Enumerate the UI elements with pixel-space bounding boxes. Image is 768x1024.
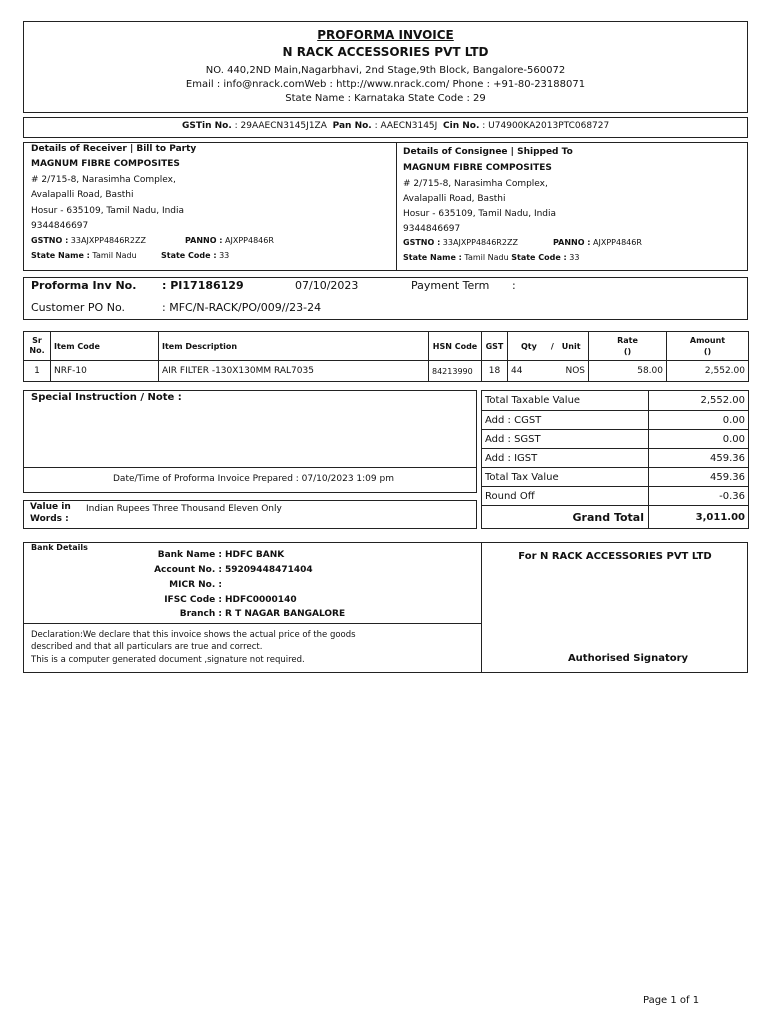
row-sr: 1 xyxy=(24,361,51,382)
col-rate xyxy=(589,332,667,361)
col-slash: / xyxy=(550,341,554,351)
receiver-panno xyxy=(185,236,274,245)
igst-label: Add : IGST xyxy=(482,449,649,468)
customer-po-label: Customer PO No. xyxy=(31,301,125,314)
receiver-state-value: Tamil Nadu xyxy=(89,251,137,260)
consignee-address-1: # 2/715-8, Narasimha Complex, xyxy=(403,179,548,189)
tax-id-line xyxy=(182,121,609,131)
gstin-label: GSTin No. xyxy=(182,121,232,131)
consignee-panno-value: AJXPP4846R xyxy=(590,238,642,247)
for-company: For N RACK ACCESSORIES PVT LTD xyxy=(518,551,712,562)
consignee-address-3: Hosur - 635109, Tamil Nadu, India xyxy=(403,209,557,219)
sgst-value: 0.00 xyxy=(649,430,749,449)
cin-value: : U74900KA2013PTC068727 xyxy=(479,121,610,131)
company-address: NO. 440,2ND Main,Nagarbhavi, 2nd Stage,9th Block, Bangalore-560072 xyxy=(205,65,566,76)
consignee-statecode-value: 33 xyxy=(566,253,580,262)
declaration-line-2: described and that all particulars are true and correct. xyxy=(31,642,263,652)
round-off-label: Round Off xyxy=(482,487,649,506)
receiver-address-1: # 2/715-8, Narasimha Complex, xyxy=(31,175,176,185)
totals-row xyxy=(482,449,749,468)
consignee-state-label: State Name : xyxy=(403,253,462,262)
total-taxable-label: Total Taxable Value xyxy=(482,391,649,411)
customer-po-number: : MFC/N-RACK/PO/009//23-24 xyxy=(162,301,322,314)
col-hsn: HSN Code xyxy=(429,332,482,361)
bank-name-value: HDFC BANK xyxy=(225,550,285,560)
col-qty-unit xyxy=(508,332,589,361)
cgst-label: Add : CGST xyxy=(482,411,649,430)
row-description: AIR FILTER -130X130MM RAL7035 xyxy=(159,361,429,382)
document-title: PROFORMA INVOICE xyxy=(317,28,454,42)
row-qty: 44 xyxy=(511,366,523,376)
consignee-gstno xyxy=(403,238,518,247)
receiver-panno-value: AJXPP4846R xyxy=(222,236,274,245)
receiver-gstno-value: 33AJXPP4846R2ZZ xyxy=(68,236,146,245)
items-header-row xyxy=(24,332,749,361)
totals-row xyxy=(482,411,749,430)
totals-row xyxy=(482,391,749,411)
payment-term-colon: : xyxy=(512,279,516,292)
ifsc-value: HDFC0000140 xyxy=(225,595,297,605)
receiver-heading: Details of Receiver | Bill to Party xyxy=(31,144,197,154)
receiver-address-2: Avalapalli Road, Basthi xyxy=(31,190,134,200)
grand-total-value: 3,011.00 xyxy=(649,506,749,529)
receiver-name: MAGNUM FIBRE COMPOSITES xyxy=(31,159,180,169)
receiver-gstno xyxy=(31,236,146,245)
totals-table xyxy=(481,390,749,529)
page-number: Page 1 of 1 xyxy=(643,995,700,1006)
bank-name-label: Bank Name : xyxy=(157,550,222,560)
col-unit: Unit xyxy=(561,341,581,351)
row-unit: NOS xyxy=(565,366,585,376)
total-taxable-value: 2,552.00 xyxy=(649,391,749,411)
grand-total-row xyxy=(482,506,749,529)
company-state: State Name : Karnataka State Code : 29 xyxy=(285,93,486,104)
payment-term-label: Payment Term xyxy=(411,279,490,292)
consignee-name: MAGNUM FIBRE COMPOSITES xyxy=(403,163,552,173)
col-sr: Sr No. xyxy=(24,332,51,361)
row-hsn: 84213990 xyxy=(429,361,482,382)
col-qty: Qty xyxy=(521,341,537,351)
totals-row xyxy=(482,468,749,487)
pan-label: Pan No. xyxy=(332,121,372,131)
consignee-statecode-label: State Code : xyxy=(511,253,567,262)
special-instruction-label: Special Instruction / Note : xyxy=(31,392,182,403)
col-gst: GST xyxy=(482,332,508,361)
authorised-signatory: Authorised Signatory xyxy=(567,653,689,664)
row-qty-unit xyxy=(508,361,589,382)
company-contact: Email : info@nrack.comWeb : http://www.nrack.com/ Phone : +91-80-23188071 xyxy=(185,79,586,90)
receiver-statecode-label: State Code : xyxy=(161,251,217,260)
branch-value: R T NAGAR BANGALORE xyxy=(225,609,346,619)
total-tax-value: 459.36 xyxy=(649,468,749,487)
col-rate-sub: () xyxy=(623,347,632,356)
consignee-gstno-label: GSTNO : xyxy=(403,238,441,247)
micr-label: MICR No. : xyxy=(169,580,222,590)
declaration-line-3: This is a computer generated document ,signature not required. xyxy=(31,655,305,665)
row-rate: 58.00 xyxy=(589,361,667,382)
invoice-date: 07/10/2023 xyxy=(295,279,359,292)
col-rate-label: Rate xyxy=(617,336,638,345)
round-off-value: -0.36 xyxy=(649,487,749,506)
receiver-address-3: Hosur - 635109, Tamil Nadu, India xyxy=(31,206,185,216)
col-amount xyxy=(667,332,749,361)
consignee-phone: 9344846697 xyxy=(403,224,461,234)
total-tax-label: Total Tax Value xyxy=(482,468,649,487)
value-in-words-label: Value in Words : xyxy=(30,502,71,524)
account-no-value: 59209448471404 xyxy=(225,565,313,575)
consignee-panno xyxy=(553,238,642,247)
receiver-panno-label: PANNO : xyxy=(185,236,223,245)
col-description: Item Description xyxy=(159,332,429,361)
bank-details-heading: Bank Details xyxy=(31,543,88,552)
receiver-gstno-label: GSTNO : xyxy=(31,236,69,245)
consignee-state xyxy=(403,253,580,262)
receiver-statecode-value: 33 xyxy=(216,251,230,260)
receiver-phone: 9344846697 xyxy=(31,221,89,231)
totals-row xyxy=(482,487,749,506)
row-item-code: NRF-10 xyxy=(51,361,159,382)
receiver-statecode xyxy=(161,251,229,260)
receiver-state xyxy=(31,251,137,260)
table-row xyxy=(24,361,749,382)
items-table xyxy=(23,331,749,382)
pan-value: : AAECN3145J xyxy=(371,121,438,131)
col-item-code: Item Code xyxy=(51,332,159,361)
receiver-state-label: State Name : xyxy=(31,251,90,260)
consignee-gstno-value: 33AJXPP4846R2ZZ xyxy=(440,238,518,247)
ifsc-label: IFSC Code : xyxy=(164,595,222,605)
cin-label: Cin No. xyxy=(443,121,480,131)
consignee-address-2: Avalapalli Road, Basthi xyxy=(403,194,506,204)
gstin-value: : 29AAECN3145J1ZA xyxy=(231,121,327,131)
grand-total-label: Grand Total xyxy=(482,506,649,529)
sgst-label: Add : SGST xyxy=(482,430,649,449)
col-amount-label: Amount xyxy=(689,336,726,345)
cgst-value: 0.00 xyxy=(649,411,749,430)
consignee-state-value: Tamil Nadu xyxy=(461,253,512,262)
declaration-line-1: Declaration:We declare that this invoice shows the actual price of the goods xyxy=(31,630,356,640)
prepared-datetime: Date/Time of Proforma Invoice Prepared : 07/10/2023 1:09 pm xyxy=(113,474,394,484)
invoice-number: : PI17186129 xyxy=(162,279,244,292)
account-no-label: Account No. : xyxy=(154,565,222,575)
declaration-divider xyxy=(23,623,482,624)
consignee-box xyxy=(396,142,748,271)
totals-row xyxy=(482,430,749,449)
consignee-panno-label: PANNO : xyxy=(553,238,591,247)
row-gst: 18 xyxy=(482,361,508,382)
igst-value: 459.36 xyxy=(649,449,749,468)
col-amount-sub: () xyxy=(703,347,712,356)
consignee-heading: Details of Consignee | Shipped To xyxy=(403,147,573,157)
company-name: N RACK ACCESSORIES PVT LTD xyxy=(282,45,489,59)
value-in-words: Indian Rupees Three Thousand Eleven Only xyxy=(86,504,282,514)
invoice-number-label: Proforma Inv No. xyxy=(31,279,137,292)
row-amount: 2,552.00 xyxy=(667,361,749,382)
branch-label: Branch : xyxy=(179,609,222,619)
